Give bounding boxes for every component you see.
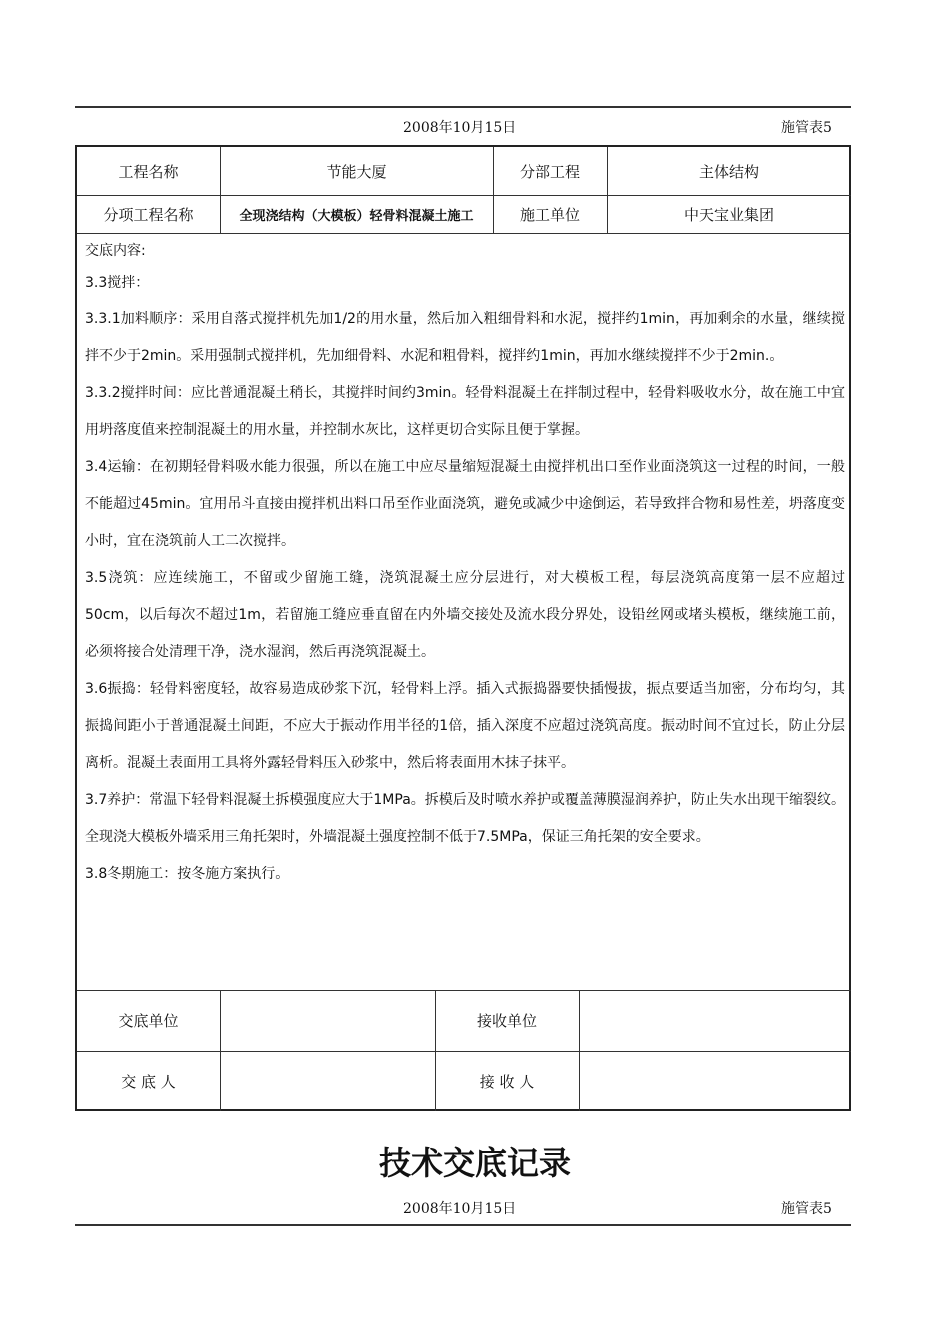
issuer-unit-label: 交底单位 — [118, 1012, 179, 1030]
bottom-rule — [75, 1224, 851, 1226]
top-rule — [75, 106, 851, 108]
footer-form-number: 施管表5 — [781, 1201, 832, 1217]
col-divider — [579, 990, 580, 1111]
project-name-value: 节能大厦 — [326, 162, 387, 181]
record-table — [75, 145, 851, 1111]
issuer-label: 交 底 人 — [121, 1072, 176, 1091]
content-heading: 交底内容: — [85, 243, 146, 259]
header-form-number: 施管表5 — [781, 120, 832, 136]
project-name-label: 工程名称 — [118, 162, 179, 181]
header-date: 2008年10月15日 — [403, 120, 517, 136]
receiver-unit-label: 接收单位 — [476, 1012, 537, 1030]
subitem-value: 全现浇结构（大模板）轻骨料混凝土施工 — [239, 208, 474, 224]
document-title: 技术交底记录 — [378, 1144, 571, 1182]
content-paragraph: 3.3.2搅拌时间：应比普通混凝土稍长，其搅拌时间约3min。轻骨料混凝土在拌制过程中，轻骨料吸收水分，故在施工中宜用坍落度值来控制混凝土的用水量，并控制水灰比，这样更切合实际且便于掌握。 — [85, 385, 845, 438]
col-divider — [220, 990, 221, 1111]
footer-date: 2008年10月15日 — [403, 1201, 517, 1217]
row-divider — [77, 233, 851, 234]
briefing-content — [85, 237, 845, 893]
contractor-value: 中天宝业集团 — [683, 205, 774, 224]
content-paragraph: 3.5浇筑：应连续施工，不留或少留施工缝，浇筑混凝土应分层进行，对大模板工程，每层浇筑高度第一层不应超过50cm，以后每次不超过1m，若留施工缝应垂直留在内外墙交接处及流水段分界处，设铅丝网或堵头模板，继续施工前，必须将接合处清理干净，浇水湿润，然后再浇筑混凝土。 — [85, 570, 845, 660]
content-paragraph: 3.6振捣：轻骨料密度轻，故容易造成砂浆下沉，轻骨料上浮。插入式振捣器要快插慢拔，振点要适当加密，分布均匀，其振捣间距小于普通混凝土间距，不应大于振动作用半径的1倍，插入深度不应超过浇筑高度。振动时间不宜过长，防止分层离析。混凝土表面用工具将外露轻骨料压入砂浆中，然后将表面用木抹子抹平。 — [85, 681, 845, 771]
content-paragraph: 3.3.1加料顺序：采用自落式搅拌机先加1/2的用水量，然后加入粗细骨料和水泥，搅拌约1min，再加剩余的水量，继续搅拌不少于2min。采用强制式搅拌机，先加细骨料、水泥和粗骨料，搅拌约1min，再加水继续搅拌不少于2min.。 — [85, 311, 845, 364]
content-paragraph: 3.7养护：常温下轻骨料混凝土拆模强度应大于1MPa。拆模后及时喷水养护或覆盖薄膜湿润养护，防止失水出现干缩裂纹。全现浇大模板外墙采用三角托架时，外墙混凝土强度控制不低于7.5MPa，保证三角托架的安全要求。 — [85, 792, 845, 845]
division-label: 分部工程 — [519, 162, 580, 181]
division-value: 主体结构 — [698, 162, 759, 181]
content-paragraph: 3.3搅拌： — [85, 275, 150, 291]
content-paragraph: 3.4运输：在初期轻骨料吸水能力很强，所以在施工中应尽量缩短混凝土由搅拌机出口至作业面浇筑这一过程的时间，一般不能超过45min。宜用吊斗直接由搅拌机出料口吊至作业面浇筑，避免或减少中途倒运，若导致拌合物和易性差，坍落度变小时，宜在浇筑前人工二次搅拌。 — [85, 459, 845, 549]
subitem-label: 分项工程名称 — [103, 205, 194, 224]
content-paragraph: 3.8冬期施工：按冬施方案执行。 — [85, 866, 290, 882]
contractor-label: 施工单位 — [519, 205, 580, 224]
receiver-label: 接 收 人 — [479, 1072, 535, 1091]
